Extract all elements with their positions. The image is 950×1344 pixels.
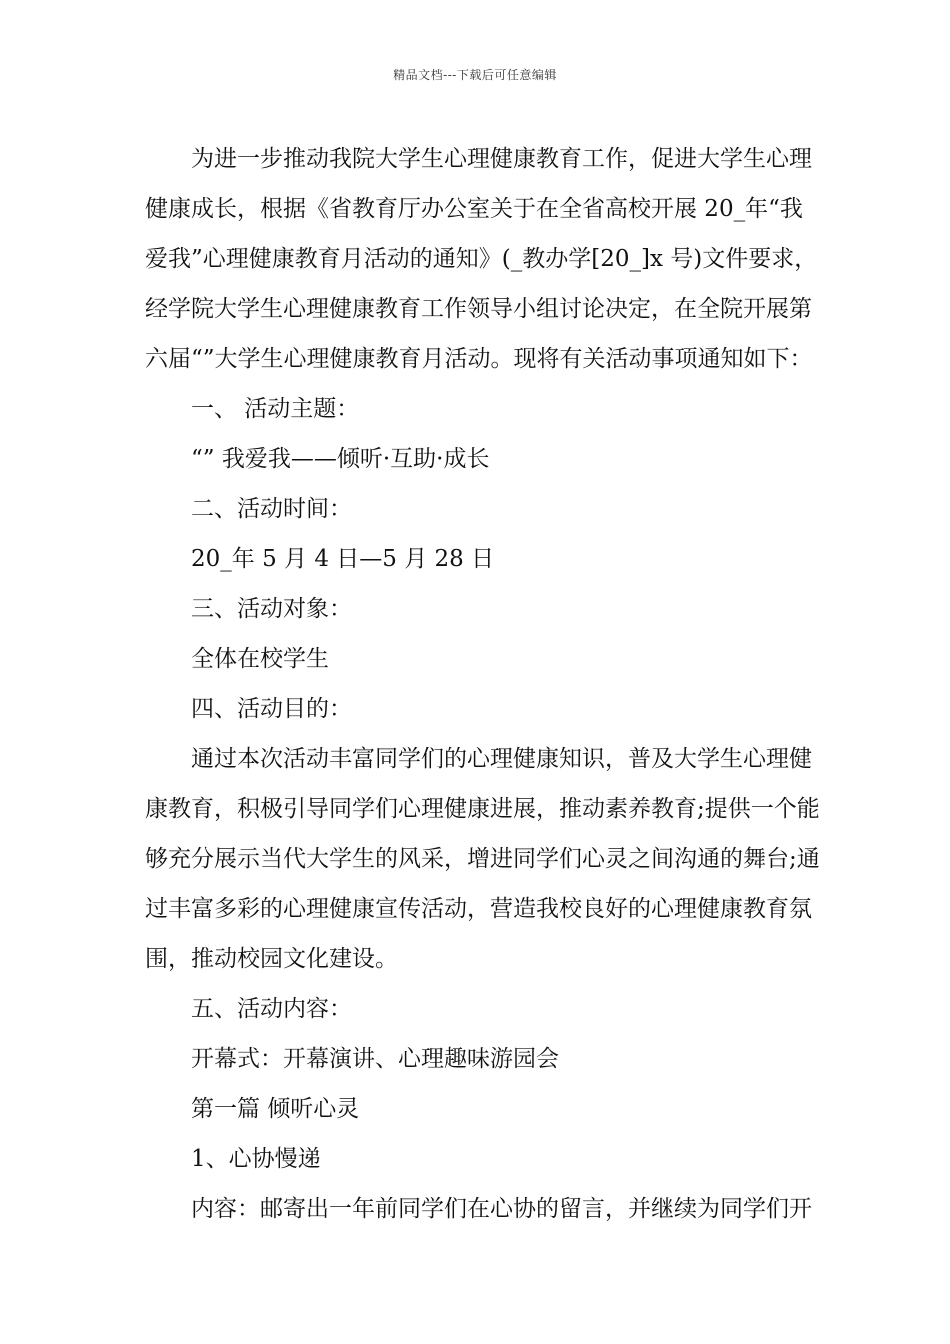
purpose-line: 围，推动校园文化建设。 xyxy=(145,946,398,972)
intro-line: 爱我”心理健康教育月活动的通知》(_教办学[20_]x 号)文件要求， xyxy=(145,246,818,272)
purpose-line: 通过本次活动丰富同学们的心理健康知识，普及大学生心理健 xyxy=(191,746,812,772)
intro-line: 六届“”大学生心理健康教育月活动。现将有关活动事项通知如下： xyxy=(145,346,813,372)
page-header: 精品文档---下载后可任意编辑 xyxy=(393,68,557,82)
section-heading-time: 二、活动时间： xyxy=(191,496,352,522)
section-heading-purpose: 四、活动目的： xyxy=(191,696,352,722)
section-heading-content: 五、活动内容： xyxy=(191,996,352,1022)
section-heading-theme: 一、 活动主题： xyxy=(191,396,360,422)
purpose-line: 过丰富多彩的心理健康宣传活动，营造我校良好的心理健康教育氛 xyxy=(145,896,812,922)
item-content: 内容：邮寄出一年前同学们在心协的留言，并继续为同学们开 xyxy=(191,1196,812,1222)
purpose-line: 康教育，积极引导同学们心理健康进展，推动素养教育;提供一个能 xyxy=(145,796,820,822)
intro-line: 为进一步推动我院大学生心理健康教育工作，促进大学生心理 xyxy=(191,146,812,172)
document-body xyxy=(145,134,825,1234)
intro-paragraph xyxy=(145,134,825,384)
part-title: 第一篇 倾听心灵 xyxy=(191,1096,360,1122)
section-heading-audience: 三、活动对象： xyxy=(191,596,352,622)
audience-content: 全体在校学生 xyxy=(191,646,329,672)
intro-line: 经学院大学生心理健康教育工作领导小组讨论决定，在全院开展第 xyxy=(145,296,812,322)
time-content: 20_年 5 月 4 日—5 月 28 日 xyxy=(191,546,495,572)
purpose-paragraph xyxy=(145,734,825,984)
item-title: 1、心协慢递 xyxy=(191,1146,321,1172)
purpose-line: 够充分展示当代大学生的风采，增进同学们心灵之间沟通的舞台;通 xyxy=(145,846,820,872)
theme-content: “” 我爱我——倾听·互助·成长 xyxy=(191,446,490,472)
intro-line: 健康成长，根据《省教育厅办公室关于在全省高校开展 20_年“我 xyxy=(145,196,803,222)
opening-ceremony: 开幕式：开幕演讲、心理趣味游园会 xyxy=(191,1046,559,1072)
